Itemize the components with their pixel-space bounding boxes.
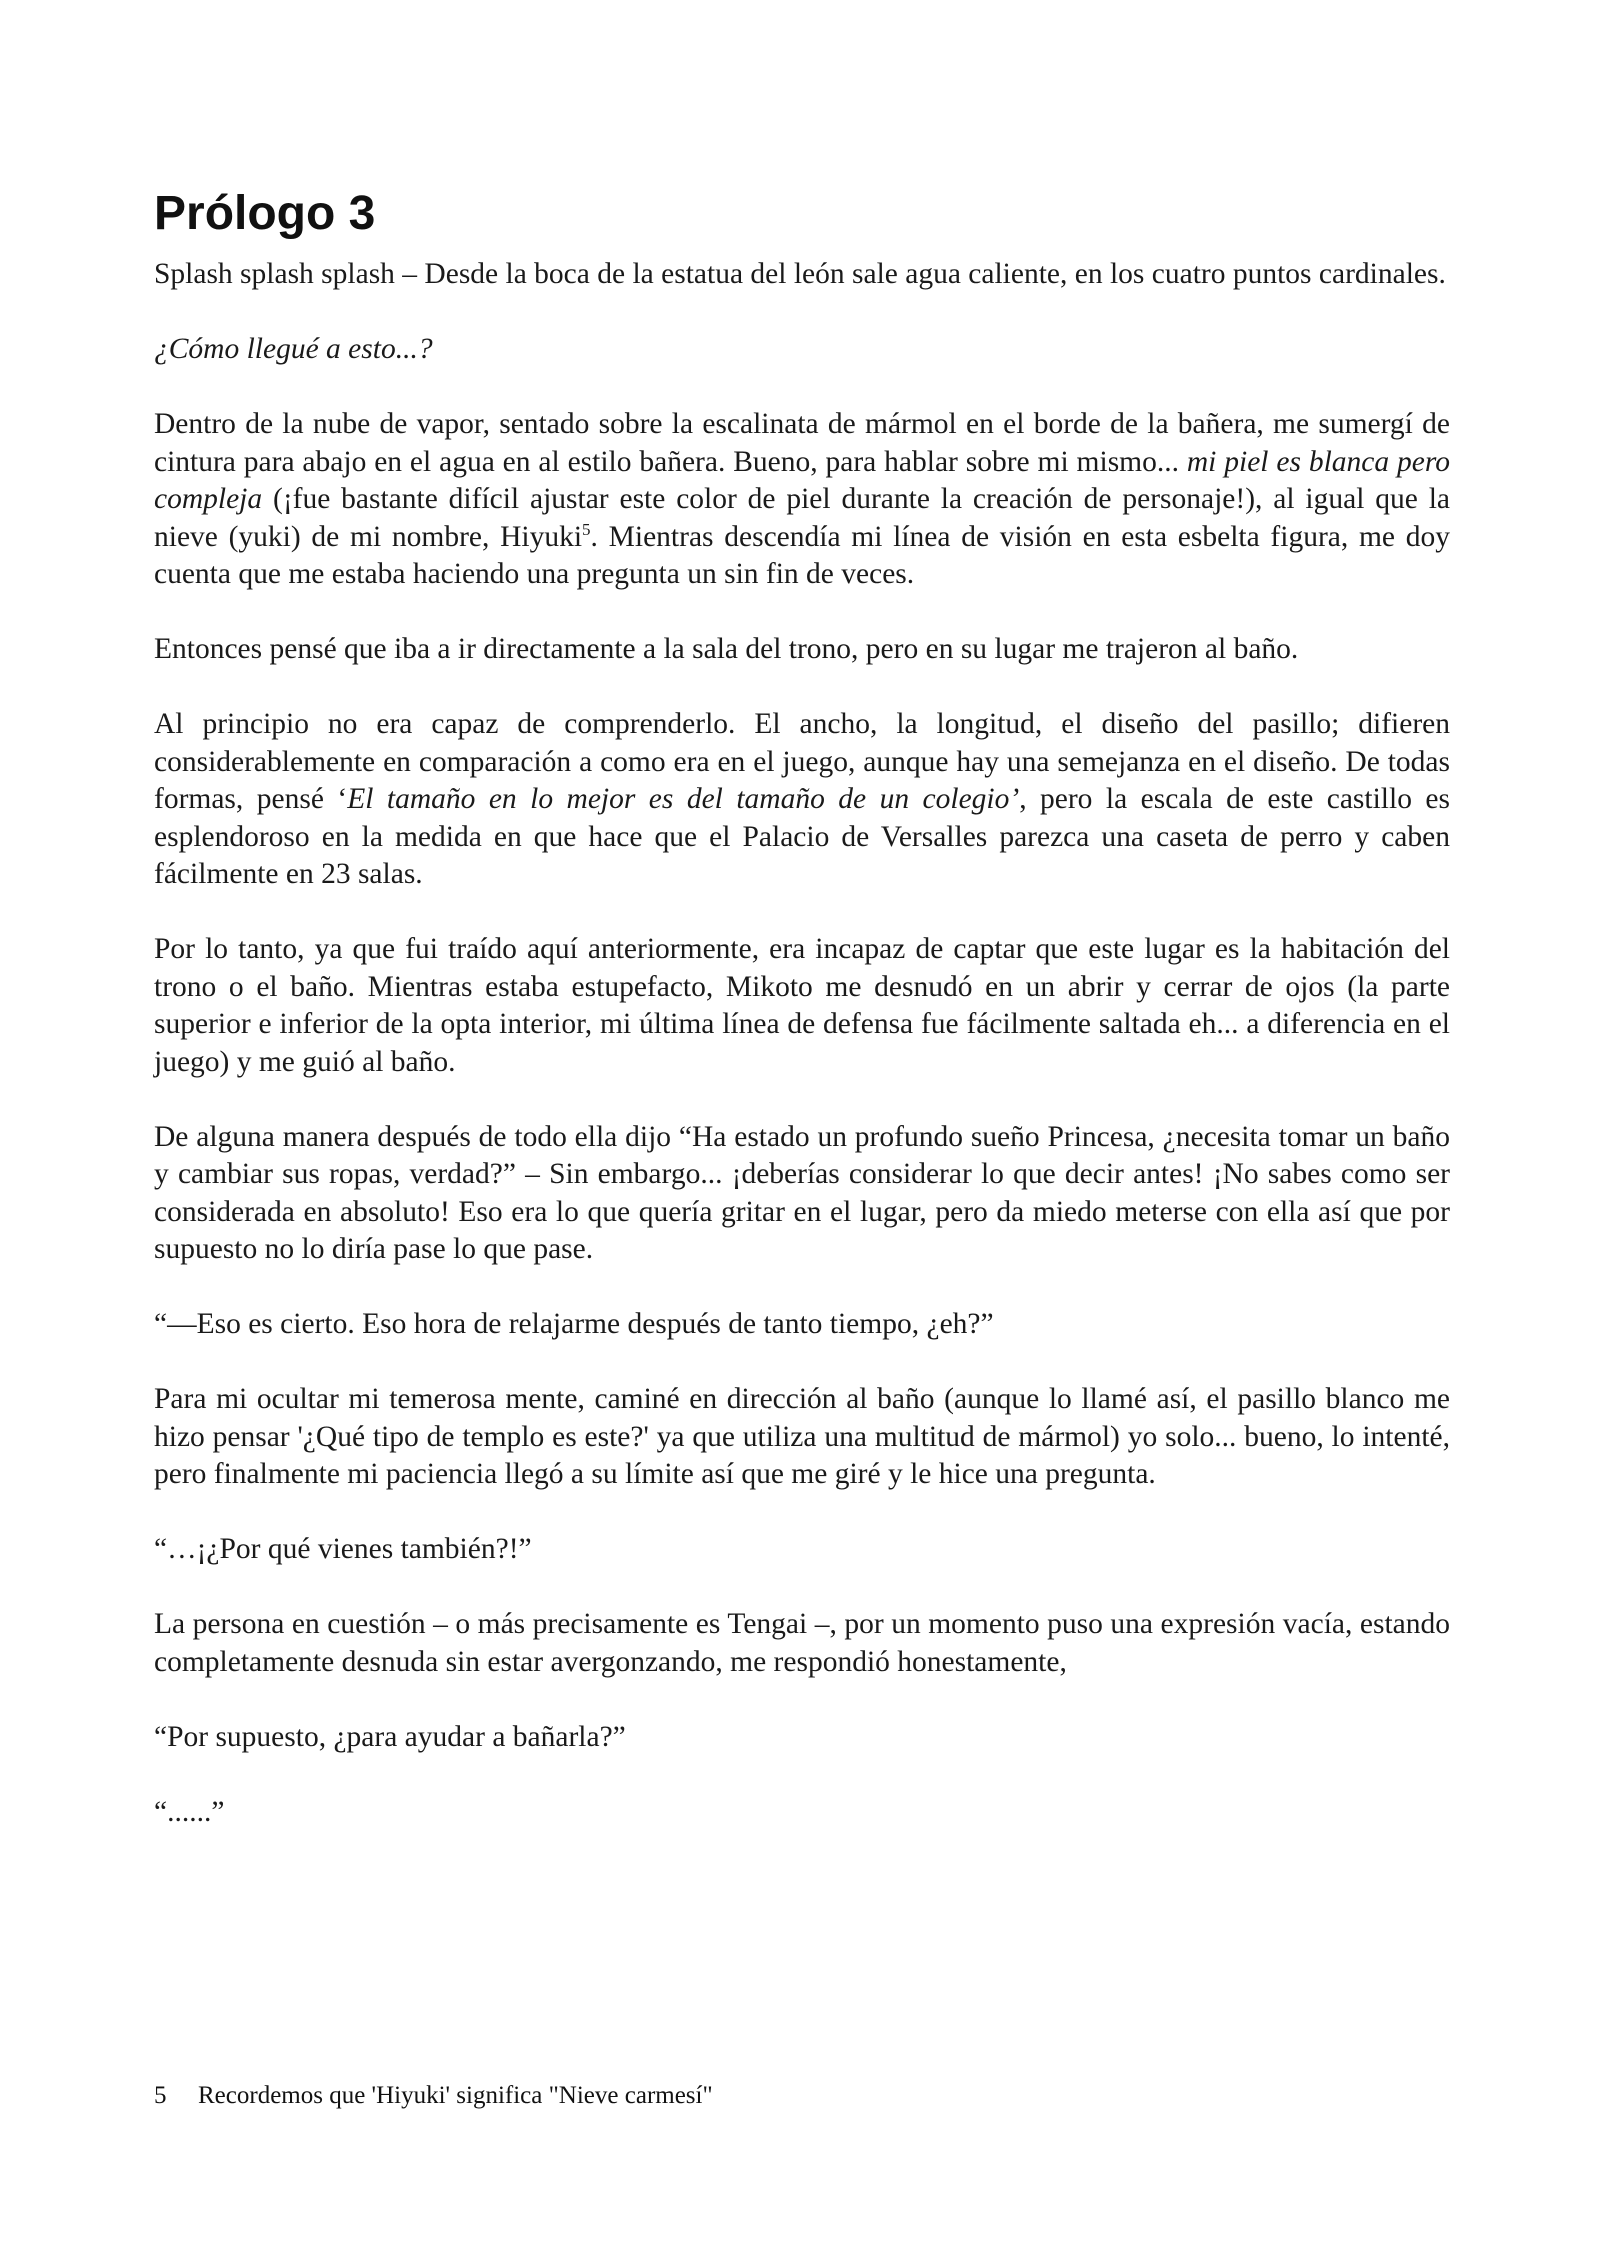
paragraph-9: Para mi ocultar mi temerosa mente, caminé en dirección al baño (aunque lo llamé así, el pasillo blanco me hizo pensar '¿Qué tipo de templo es este?' ya que utiliza una multitud de mármol) yo solo... bueno, lo intenté, pero finalmente mi paciencia llegó a su límite así que me giré y le hice una pregunta.	[154, 1383, 1450, 1490]
paragraph-5	[154, 706, 1450, 894]
paragraph-3-italic: mi piel es blanca pero compleja	[154, 445, 1450, 515]
footnote-number: 5	[154, 2082, 167, 2109]
paragraph-7: De alguna manera después de todo ella dijo “Ha estado un profundo sueño Princesa, ¿necesita tomar un baño y cambiar sus ropas, verdad?” – Sin embargo... ¡deberías considerar lo que decir antes! ¡No sabes como ser considerada en absoluto! Eso era lo que quería gritar en el lugar, pero da miedo meterse con ella así que por supuesto no lo diría pase lo que pase.	[154, 1120, 1450, 1265]
paragraph-4: Entonces pensé que iba a ir directamente a la sala del trono, pero en su lugar me trajeron al baño.	[154, 633, 1299, 665]
paragraph-12: “Por supuesto, ¿para ayudar a bañarla?”	[154, 1720, 626, 1753]
paragraph-3-text-c: (¡fue bastante difícil ajustar este color de piel durante la creación de personaje!), al igual que la nieve (yuki) de mi nombre, Hiyuki	[154, 483, 1450, 553]
document-page	[154, 180, 1450, 1869]
paragraph-3-text-a: Dentro de la nube de vapor, sentado sobre la escalinata de mármol en el borde de la bañera, me sumergí de cintura para abajo en el agua en al estilo bañera. Bueno, para hablar sobre mi mismo...	[154, 408, 1450, 478]
chapter-heading: Prólogo 3	[154, 187, 376, 240]
paragraph-11: La persona en cuestión – o más precisamente es Tengai –, por un momento puso una expresión vacía, estando completamente desnuda sin estar avergonzando, me respondió honestamente,	[154, 1608, 1450, 1678]
footnote-reference: 5	[582, 519, 591, 539]
paragraph-1: Splash splash splash – Desde la boca de la estatua del león sale agua caliente, en los cuatro puntos cardinales.	[154, 258, 1446, 290]
paragraph-3-text-d: . Mientras descendía mi línea de visión en esta esbelta figura, me doy cuenta que me estaba haciendo una pregunta un sin fin de veces.	[154, 520, 1450, 590]
paragraph-3	[154, 406, 1450, 594]
footnote-text: Recordemos que 'Hiyuki' significa "Nieve carmesí"	[198, 2082, 713, 2109]
paragraph-13: “......”	[154, 1795, 225, 1828]
paragraph-10: “…¡¿Por qué vienes también?!”	[154, 1533, 532, 1565]
paragraph-8: “—Eso es cierto. Eso hora de relajarme después de tanto tiempo, ¿eh?”	[154, 1308, 994, 1340]
paragraph-5-text-a: Al principio no era capaz de comprenderlo. El ancho, la longitud, el diseño del pasillo; difieren considerablemente en comparación a como era en el juego, aunque hay una semejanza en el diseño. De todas formas, pensé ‘	[154, 708, 1450, 815]
paragraph-5-italic: El tamaño en lo mejor es del tamaño de un colegio’	[347, 783, 1020, 815]
footnote	[154, 2080, 713, 2112]
paragraph-2: ¿Cómo llegué a esto...?	[154, 333, 433, 365]
paragraph-6: Por lo tanto, ya que fui traído aquí anteriormente, era incapaz de captar que este lugar es la habitación del trono o el baño. Mientras estaba estupefacto, Mikoto me desnudó en un abrir y cerrar de ojos (la parte superior e inferior de la opta interior, mi última línea de defensa fue fácilmente saltada eh... a diferencia en el juego) y me guió al baño.	[154, 933, 1450, 1078]
paragraph-5-text-c: , pero la escala de este castillo es esplendoroso en la medida en que hace que el Palacio de Versalles parezca una caseta de perro y caben fácilmente en 23 salas.	[154, 783, 1450, 890]
